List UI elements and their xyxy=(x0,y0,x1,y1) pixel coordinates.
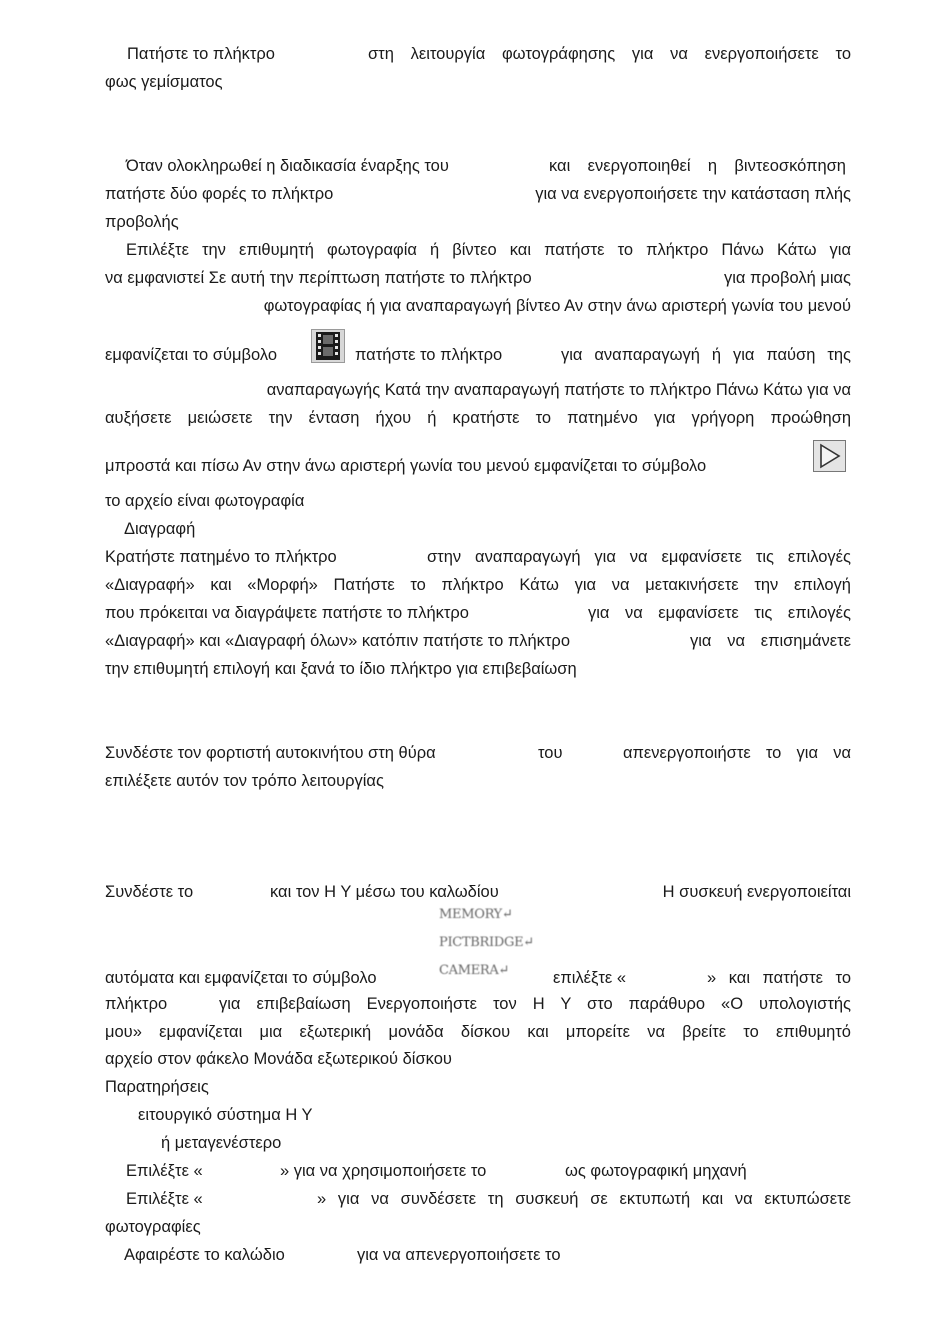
notes-heading: Παρατηρήσεις xyxy=(105,1078,209,1096)
note-remove-start: Αφαιρέστε το καλώδιο xyxy=(124,1246,285,1264)
note-pictbridge-end: » για να συνδέσετε τη συσκευή σε εκτυπωτή και να εκτυπώσετε xyxy=(317,1190,851,1208)
p3-line2-end: για προβολή μιας xyxy=(723,269,851,287)
p6-line2-mid: επιλέξτε « xyxy=(553,969,627,987)
p4-line1-start: Κρατήστε πατημένο το πλήκτρο xyxy=(105,548,337,566)
p1-line1-start: Πατήστε το πλήκτρο xyxy=(127,45,275,63)
p6-line3-end: για επιβεβαίωση Ενεργοποιήστε τον Η Υ στο παράθυρο «Ο υπολογιστής xyxy=(219,995,851,1013)
mode-symbol-memory: MEMORY↵ xyxy=(439,907,513,922)
p4-line2: «Διαγραφή» και «Μορφή» Πατήστε το πλήκτρο Κάτω για να μετακινήσετε την επιλογή xyxy=(105,576,851,594)
mode-symbol-camera: CAMERA↵ xyxy=(439,963,510,978)
p5-line2: επιλέξετε αυτόν τον τρόπο λειτουργίας xyxy=(105,772,384,790)
mode-symbol-image xyxy=(437,905,547,987)
film-strip-icon xyxy=(311,329,345,363)
p6-line1-mid: και τον Η Υ μέσω του καλωδίου xyxy=(270,883,499,901)
note-os: ειτουργικό σύστημα Η Υ xyxy=(138,1106,313,1124)
p5-line1-start: Συνδέστε τον φορτιστή αυτοκινήτου στη θύρα xyxy=(105,744,436,762)
p6-line3-start: πλήκτρο xyxy=(105,995,168,1013)
note-os-later: ή μεταγενέστερο xyxy=(161,1134,282,1152)
note-remove-end: για να απενεργοποιήσετε το xyxy=(357,1246,561,1264)
p6-line1-end: Η συσκευή ενεργοποιείται xyxy=(662,883,851,901)
p1-line1-end: στη λειτουργία φωτογράφησης για να ενεργοποιήσετε το xyxy=(368,45,851,63)
film-strip-graphic xyxy=(312,330,344,362)
mode-symbol-pictbridge: PICTBRIDGE↵ xyxy=(439,935,534,950)
p4-line3-end: για να εμφανίσετε τις επιλογές xyxy=(588,604,851,622)
p4-line3-start: που πρόκειται να διαγράψετε πατήστε το πλήκτρο xyxy=(105,604,469,622)
p3-line4-end: για αναπαραγωγή ή για παύση της xyxy=(561,346,851,364)
note-photos: φωτογραφίες xyxy=(105,1218,201,1236)
note-camera-mid: » για να χρησιμοποιήσετε το xyxy=(280,1162,487,1180)
p2-line2-start: πατήστε δύο φορές το πλήκτρο xyxy=(105,185,334,203)
delete-heading: Διαγραφή xyxy=(124,520,196,538)
note-camera-start: Επιλέξτε « xyxy=(126,1162,203,1180)
p2-line1-end: και ενεργοποιηθεί η βιντεοσκόπηση xyxy=(549,157,846,175)
p3-line4-start: εμφανίζεται το σύμβολο xyxy=(105,346,278,364)
p4-line1-end: στην αναπαραγωγή για να εμφανίσετε τις επιλογές xyxy=(427,548,851,566)
p6-line5: αρχείο στον φάκελο Μονάδα εξωτερικού δίσκου xyxy=(105,1050,452,1068)
p4-line4-end: για να επισημάνετε xyxy=(690,632,851,650)
note-camera-end: ως φωτογραφική μηχανή xyxy=(565,1162,747,1180)
p6-line4: μου» εμφανίζεται μια εξωτερική μονάδα δίσκου και μπορείτε να βρείτε το επιθυμητό xyxy=(105,1023,851,1041)
p3-line6: αυξήσετε μειώσετε την ένταση ήχου ή κρατήστε το πατημένο για γρήγορη προώθηση xyxy=(105,409,851,427)
p4-line4-start: «Διαγραφή» και «Διαγραφή όλων» κατόπιν πατήστε το πλήκτρο xyxy=(105,632,570,650)
p6-line1-start: Συνδέστε το xyxy=(105,883,194,901)
p2-line3: προβολής xyxy=(105,213,179,231)
p3-line3: φωτογραφίας ή για αναπαραγωγή βίντεο Αν στην άνω αριστερή γωνία του μενού xyxy=(263,297,851,315)
play-icon xyxy=(813,440,846,472)
p1-line2: φως γεμίσματος xyxy=(105,73,223,91)
p3-line1: Επιλέξτε την επιθυμητή φωτογραφία ή βίντεο και πατήστε το πλήκτρο Πάνω Κάτω για xyxy=(126,241,851,259)
p6-line2-end: » και πατήστε το xyxy=(707,969,851,987)
p4-line5: την επιθυμητή επιλογή και ξανά το ίδιο πλήκτρο για επιβεβαίωση xyxy=(105,660,577,678)
p2-line2-end: για να ενεργοποιήσετε την κατάσταση πλής xyxy=(535,185,851,203)
play-triangle-graphic xyxy=(814,441,845,471)
note-pictbridge-start: Επιλέξτε « xyxy=(126,1190,203,1208)
p3-line5: αναπαραγωγής Κατά την αναπαραγωγή πατήστε το πλήκτρο Πάνω Κάτω για να xyxy=(266,381,851,399)
p2-line1-start: Όταν ολοκληρωθεί η διαδικασία έναρξης του xyxy=(126,157,449,175)
p5-line1-end: απενεργοποιήστε το για να xyxy=(623,744,851,762)
p3-line8: το αρχείο είναι φωτογραφία xyxy=(105,492,305,510)
p3-line7: μπροστά και πίσω Αν στην άνω αριστερή γωνία του μενού εμφανίζεται το σύμβολο xyxy=(105,457,707,475)
p5-line1-mid: του xyxy=(538,744,563,762)
p3-line4-mid: πατήστε το πλήκτρο xyxy=(355,346,503,364)
p6-line2-start: αυτόματα και εμφανίζεται το σύμβολο xyxy=(105,969,377,987)
p3-line2-start: να εμφανιστεί Σε αυτή την περίπτωση πατήστε το πλήκτρο xyxy=(105,269,532,287)
